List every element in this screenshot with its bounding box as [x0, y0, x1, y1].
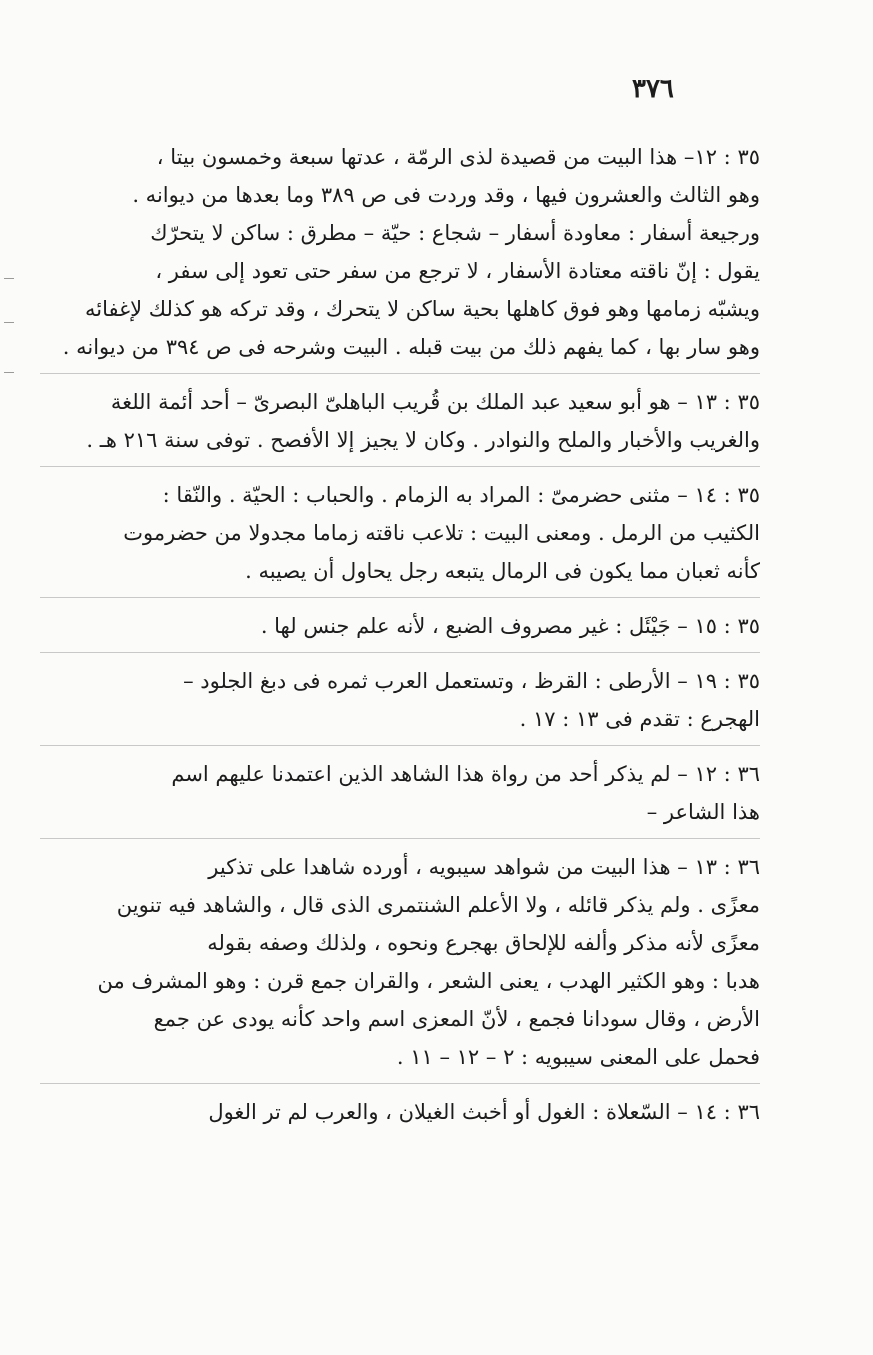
note-35-14 — [40, 466, 760, 597]
note-line: ٣٥ : ١٩ – الأرطى : القرظ ، وتستعمل العرب ثمره فى دبغ الجلود – — [183, 669, 760, 693]
note-line: معزًى لأنه مذكر وألفه للإلحاق بهجرع ونحوه ، ولذلك وصفه بقوله — [207, 931, 760, 955]
note-line: الأرض ، وقال سودانا فجمع ، لأنّ المعزى اسم واحد كأنه يودى عن جمع — [153, 1007, 760, 1031]
note-line: وهو الثالث والعشرون فيها ، وقد وردت فى ص ٣٨٩ وما بعدها من ديوانه . — [132, 183, 760, 207]
note-line: والغريب والأخبار والملح والنوادر . وكان لا يجيز إلا الأفصح . توفى سنة ٢١٦ هـ . — [86, 428, 760, 452]
note-line: فحمل على المعنى سيبويه : ٢ – ١٢ – ١١ . — [396, 1045, 760, 1069]
notes-body — [40, 138, 760, 1138]
note-line: هدبا : وهو الكثير الهدب ، يعنى الشعر ، والقران جمع قرن : وهو المشرف من — [97, 969, 760, 993]
scan-mark — [4, 278, 14, 279]
note-line: كأنه ثعبان مما يكون فى الرمال يتبعه رجل يحاول أن يصيبه . — [245, 559, 760, 583]
note-35-19 — [40, 652, 760, 745]
note-line: معزًى . ولم يذكر قائله ، ولا الأعلم الشنتمرى الذى قال ، والشاهد فيه تنوين — [116, 893, 760, 917]
note-36-12 — [40, 745, 760, 838]
note-line: ٣٥ : ١٥ – جَيْئَل : غير مصروف الضبع ، لأنه علم جنس لها . — [260, 614, 760, 638]
note-36-13 — [40, 838, 760, 1083]
note-line: هذا الشاعر – — [646, 800, 760, 824]
note-35-13 — [40, 373, 760, 466]
note-line: ٣٦ : ١٢ – لم يذكر أحد من رواة هذا الشاهد الذين اعتمدنا عليهم اسم — [171, 762, 760, 786]
note-35-12 — [40, 138, 760, 373]
note-line: ورجيعة أسفار : معاودة أسفار – شجاع : حيّة – مطرق : ساكن لا يتحرّك — [150, 221, 760, 245]
note-line: الهجرع : تقدم فى ١٣ : ١٧ . — [519, 707, 760, 731]
note-line: ٣٦ : ١٤ – السّعلاة : الغول أو أخبث الغيلان ، والعرب لم تر الغول — [208, 1100, 760, 1124]
scan-mark — [4, 372, 14, 373]
note-35-15 — [40, 597, 760, 652]
note-line: ٣٥ : ١٤ – مثنى حضرمىّ : المراد به الزمام . والحباب : الحيّة . والنّقا : — [162, 483, 760, 507]
note-line: وهو سار بها ، كما يفهم ذلك من بيت قبله . البيت وشرحه فى ص ٣٩٤ من ديوانه . — [62, 335, 760, 359]
note-line: ٣٥ : ١٣ – هو أبو سعيد عبد الملك بن قُريب الباهلىّ البصرىّ – أحد أئمة اللغة — [110, 390, 760, 414]
note-line: ٣٥ : ١٢– هذا البيت من قصيدة لذى الرمّة ، عدتها سبعة وخمسون بيتا ، — [156, 145, 760, 169]
note-line: الكثيب من الرمل . ومعنى البيت : تلاعب ناقته زماما مجدولا من حضرموت — [123, 521, 760, 545]
note-36-14 — [40, 1083, 760, 1138]
page-number: ٣٧٦ — [632, 74, 674, 104]
scan-mark — [4, 322, 14, 323]
note-line: ويشبّه زمامها وهو فوق كاهلها بحية ساكن لا يتحرك ، وقد تركه هو كذلك لإغفائه — [84, 297, 760, 321]
note-line: ٣٦ : ١٣ – هذا البيت من شواهد سيبويه ، أورده شاهدا على تذكير — [208, 855, 760, 879]
note-line: يقول : إنّ ناقته معتادة الأسفار ، لا ترجع من سفر حتى تعود إلى سفر ، — [155, 259, 760, 283]
